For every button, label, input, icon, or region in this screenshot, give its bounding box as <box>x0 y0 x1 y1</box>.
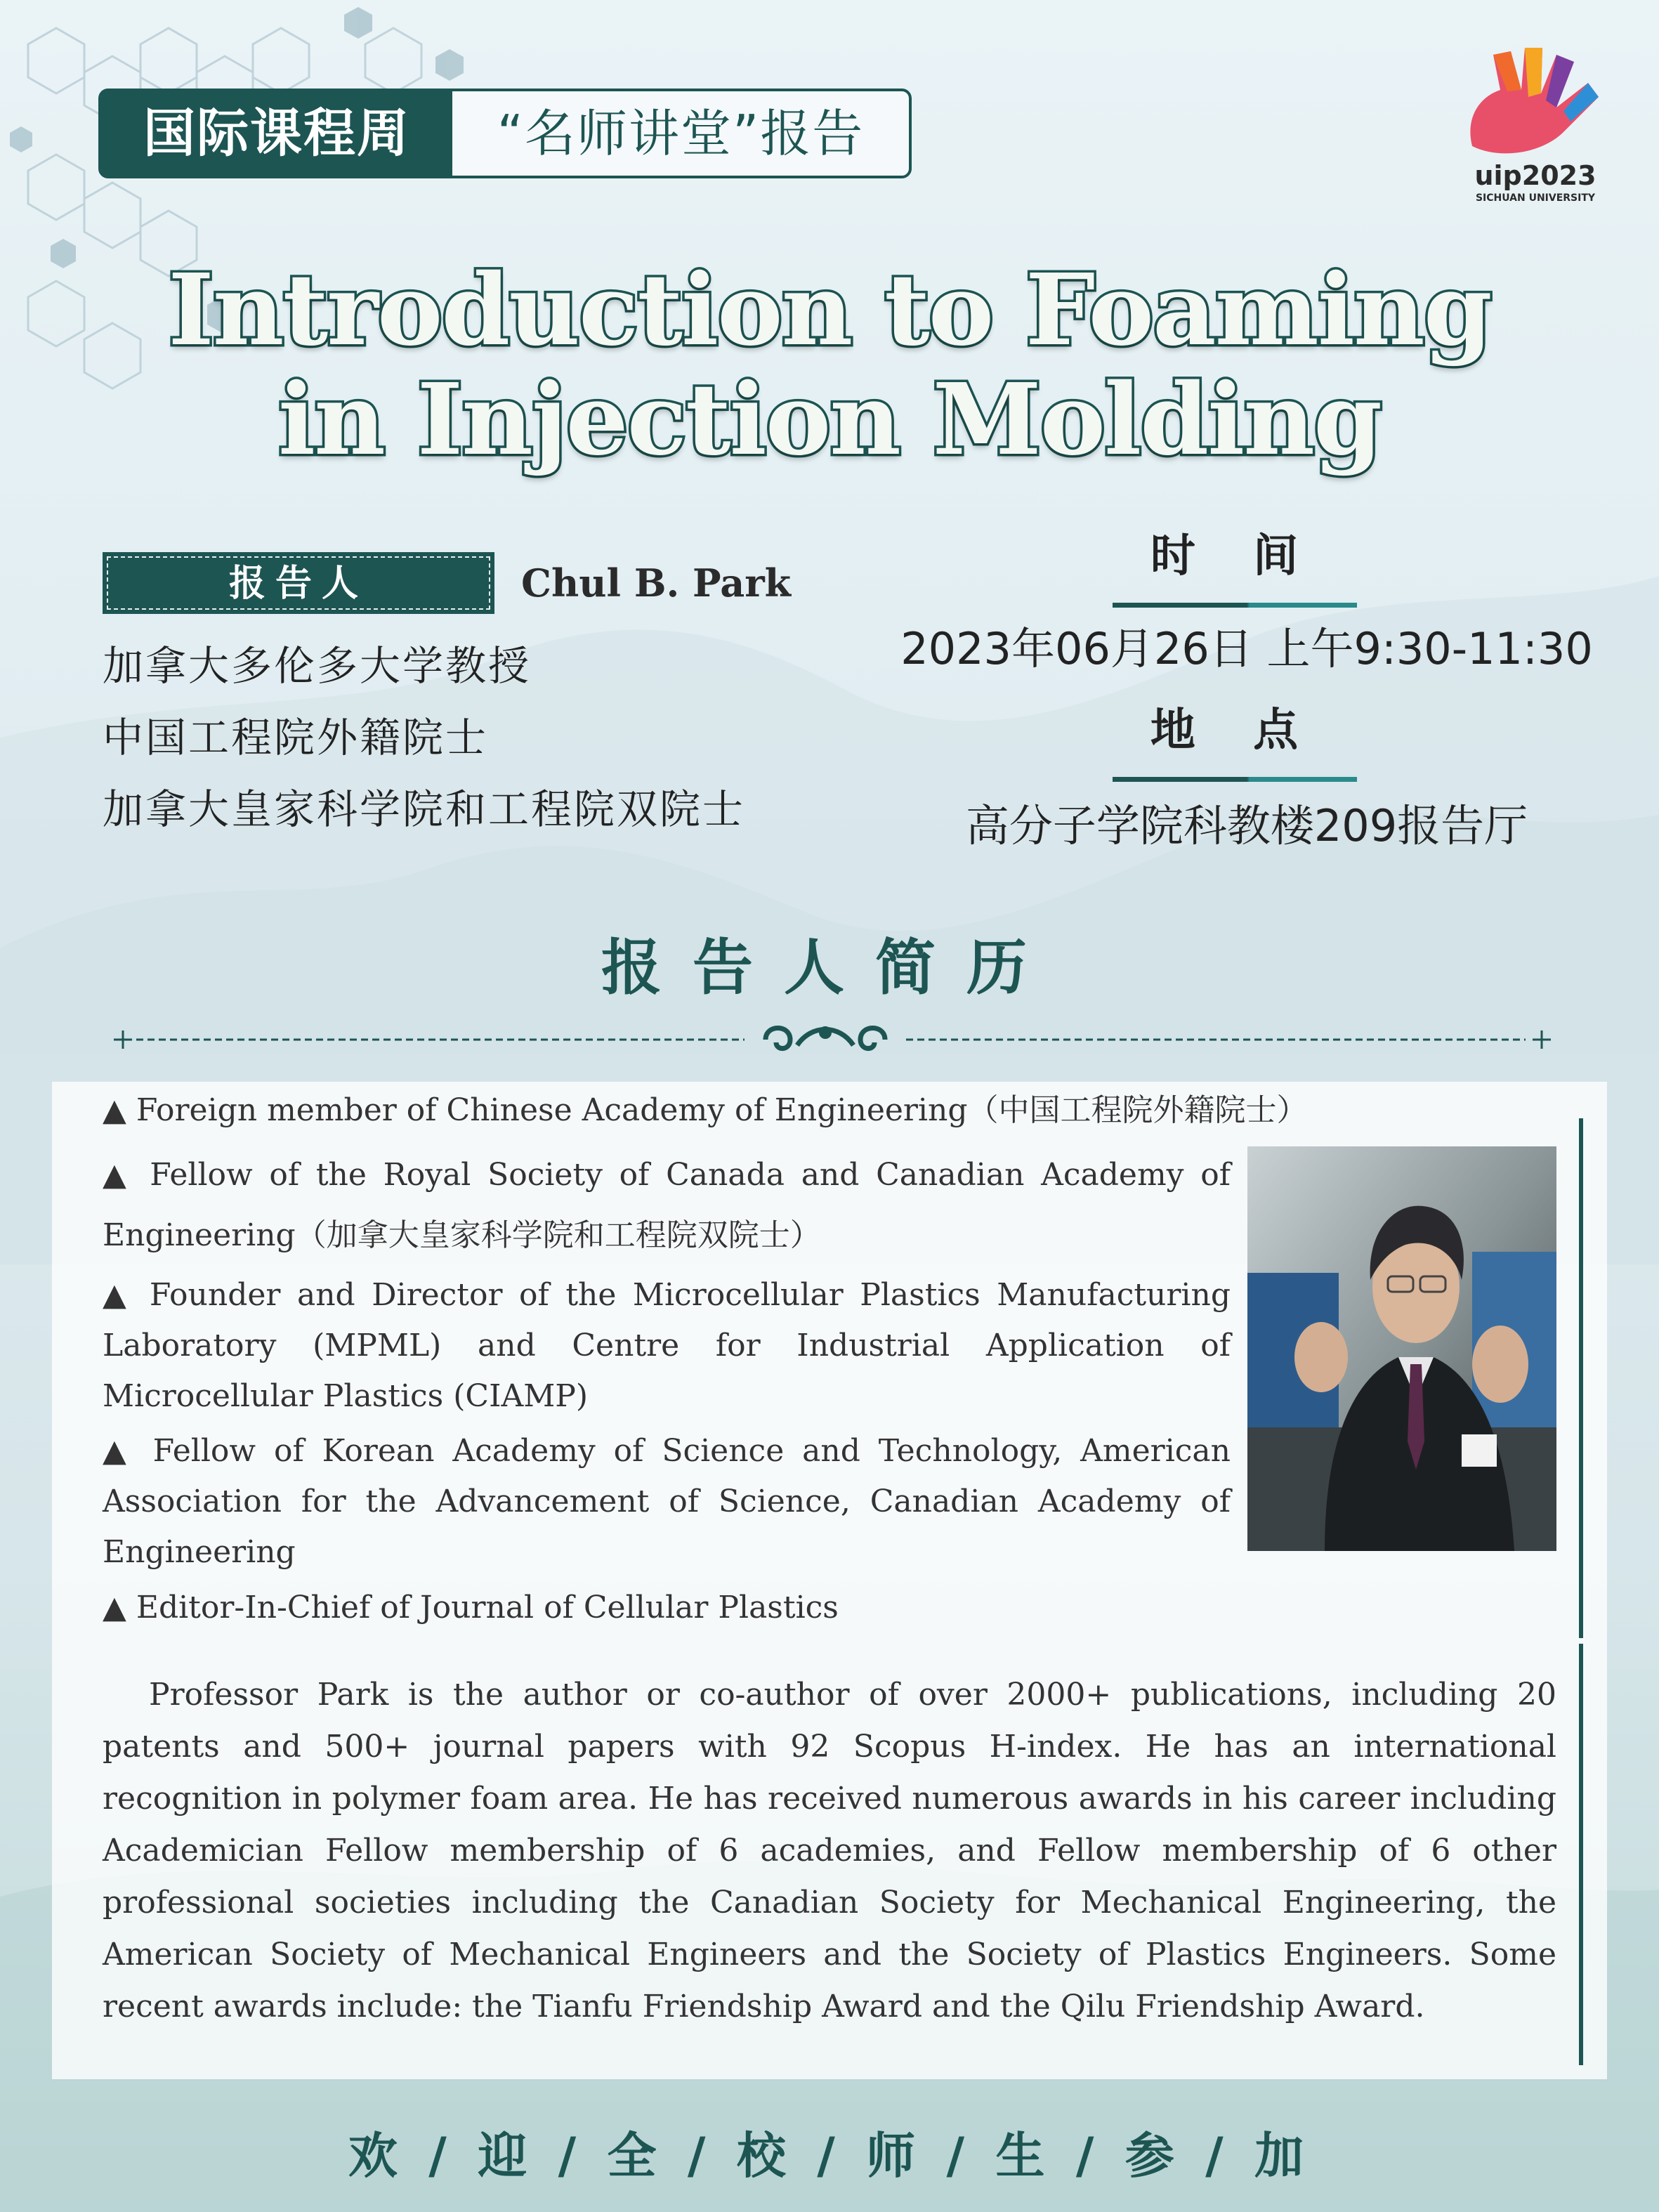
bullet-text: ▲ Fellow of Korean Academy of Science and Technology, American Association for the Advancement of Science, Canadian Academy of Engineering <box>103 1433 1231 1570</box>
time-underline <box>1113 603 1357 608</box>
bio-bullet <box>103 1578 1231 1638</box>
title-line-1: Introduction to Foaming <box>168 253 1491 368</box>
time-label: 时 间 <box>1150 530 1320 582</box>
logo-subtext: SICHUAN UNIVERSITY <box>1475 192 1596 204</box>
speaker-affiliation: 加拿大多伦多大学教授 <box>103 642 532 690</box>
bullet-text: ▲ Foreign member of Chinese Academy of Engineering <box>103 1092 968 1128</box>
speaker-photo <box>1247 1146 1556 1551</box>
time-value: 2023年06月26日 上午9:30-11:30 <box>900 623 1593 674</box>
bio-bullet <box>103 1080 1308 1141</box>
title-line-2: in Injection Molding <box>278 362 1381 478</box>
bullet-text: ▲ Fellow of the Royal Society of Canada and Canadian Academy of Engineering <box>103 1157 1231 1253</box>
hand-logo-icon <box>1458 41 1613 160</box>
uip-logo <box>1458 41 1613 251</box>
logo-text: uip2023 <box>1474 160 1596 191</box>
ornamental-divider <box>112 1017 1552 1059</box>
place-label: 地 点 <box>1150 705 1320 757</box>
bio-bullet <box>103 1426 1231 1578</box>
speaker-affiliation: 中国工程院外籍院士 <box>103 714 489 761</box>
bullet-text-cn: （中国工程院外籍院士） <box>967 1092 1308 1128</box>
bio-section-title: 报告人简历 <box>601 933 1058 1003</box>
bio-paragraph: Professor Park is the author or co-author of over 2000+ publications, including 20 patents and 500+ journal papers with 92 Scopus H-index. He has an international recognition in polymer foam area. He has received numerous awards in his career including Academician Fellow membership of 6 academies, and Fellow membership of 6 other professional societies including the Canadian Society for Mechanical Engineering, the American Society of Mechanical Engineers and the Society of Plastics Engineers. Some recent awards include: the Tianfu Friendship Award and the Qilu Friendship Award. <box>103 1677 1556 2024</box>
welcome-footer: 欢 / 迎 / 全 / 校 / 师 / 生 / 参 / 加 <box>348 2127 1311 2185</box>
speaker-label: 报告人 <box>103 552 494 614</box>
speaker-affiliation: 加拿大皇家科学院和工程院双院士 <box>103 785 746 833</box>
banner-label-left: 国际课程周 <box>101 91 452 176</box>
bio-bullet <box>103 1145 1231 1266</box>
bullet-text: ▲ Editor-In-Chief of Journal of Cellular Plastics <box>103 1590 839 1625</box>
bio-bullet-list <box>103 1080 1308 1638</box>
header-banner <box>98 89 912 178</box>
place-value: 高分子学院科教楼209报告厅 <box>965 800 1528 851</box>
accent-line <box>1579 1644 1583 2065</box>
banner-label-right: “名师讲堂”报告 <box>497 104 865 163</box>
bullet-text: ▲ Founder and Director of the Microcellular Plastics Manufacturing Laboratory (MPML) and Centre for Industrial Application of Microcellular Plastics (CIAMP) <box>103 1277 1231 1414</box>
bullet-text-cn: （加拿大皇家科学院和工程院双院士） <box>295 1217 821 1253</box>
accent-line <box>1579 1118 1583 1638</box>
place-underline <box>1113 777 1357 782</box>
bio-bullet <box>103 1270 1231 1422</box>
speaker-name: Chul B. Park <box>521 561 792 606</box>
